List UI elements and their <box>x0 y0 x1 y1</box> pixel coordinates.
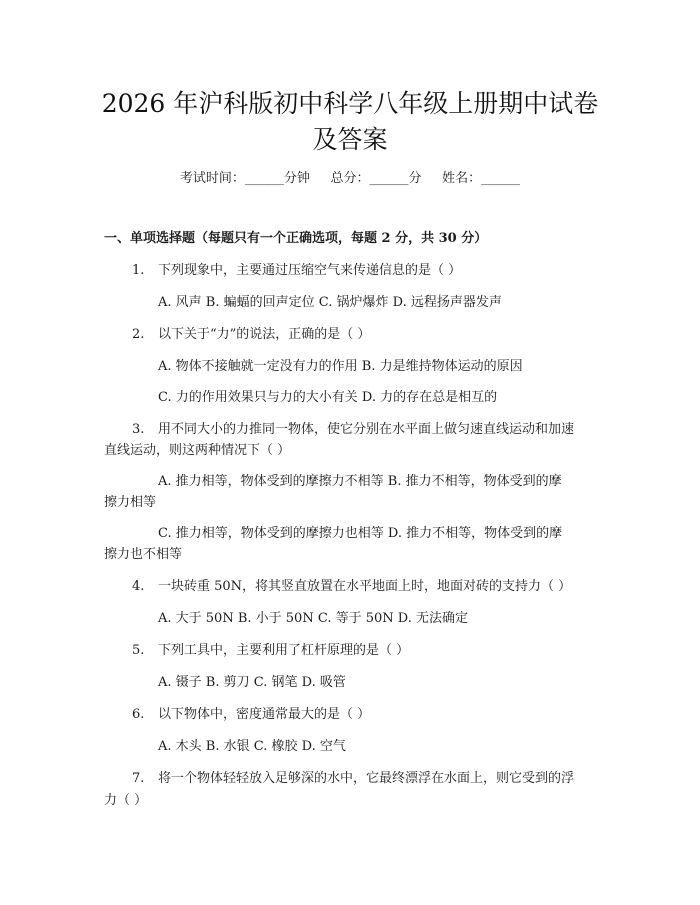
question-options-continued: 擦力也不相等 <box>104 547 183 562</box>
question-options: C. 推力相等，物体受到的摩擦力也相等 D. 推力不相等，物体受到的摩 <box>158 526 563 541</box>
question-number: 2. <box>132 327 145 342</box>
question-stem: 将一个物体轻轻放入足够深的水中，它最终漂浮在水面上，则它受到的浮 <box>158 771 575 786</box>
question-number: 7. <box>132 771 145 786</box>
question-number: 5. <box>132 643 145 658</box>
page-title-line1: 2026 年沪科版初中科学八年级上册期中试卷 <box>101 89 599 118</box>
question-stem: 下列现象中，主要通过压缩空气来传递信息的是（ ） <box>158 263 462 278</box>
question-options: A. 木头 B. 水银 C. 橡胶 D. 空气 <box>158 739 346 754</box>
question-stem-continued: 直线运动，则这两种情况下（ ） <box>104 443 291 458</box>
question-stem: 一块砖重 50N，将其竖直放置在水平地面上时，地面对砖的支持力（ ） <box>158 579 572 594</box>
question-stem-continued: 力（ ） <box>104 793 148 808</box>
question-options: C. 力的作用效果只与力的大小有关 D. 力的存在总是相互的 <box>158 390 498 405</box>
question-number: 6. <box>132 707 145 722</box>
question-number: 3. <box>132 422 145 437</box>
question-stem: 以下关于“力”的说法，正确的是（ ） <box>158 327 371 342</box>
question-stem: 下列工具中，主要利用了杠杆原理的是（ ） <box>158 643 410 658</box>
question-options: A. 推力相等，物体受到的摩擦力不相等 B. 推力不相等，物体受到的摩 <box>158 474 562 489</box>
question-options-continued: 擦力相等 <box>104 495 157 510</box>
question-stem: 用不同大小的力推同一物体，使它分别在水平面上做匀速直线运动和加速 <box>158 422 575 437</box>
question-options: A. 镊子 B. 剪刀 C. 钢笔 D. 吸管 <box>158 675 346 690</box>
question-options: A. 大于 50N B. 小于 50N C. 等于 50N D. 无法确定 <box>158 611 468 626</box>
page-title-line2: 及答案 <box>312 125 388 154</box>
section-title: 一、单项选择题（每题只有一个正确选项，每题 2 分，共 30 分） <box>104 231 488 246</box>
exam-meta-info: 考试时间：______分钟 总分：______分 姓名：______ <box>179 171 521 186</box>
question-options: A. 物体不接触就一定没有力的作用 B. 力是维持物体运动的原因 <box>158 359 523 374</box>
question-stem: 以下物体中，密度通常最大的是（ ） <box>158 707 371 722</box>
question-number: 4. <box>132 579 145 594</box>
question-options: A. 风声 B. 蝙蝠的回声定位 C. 锅炉爆炸 D. 远程扬声器发声 <box>158 295 502 310</box>
question-number: 1. <box>132 263 145 278</box>
